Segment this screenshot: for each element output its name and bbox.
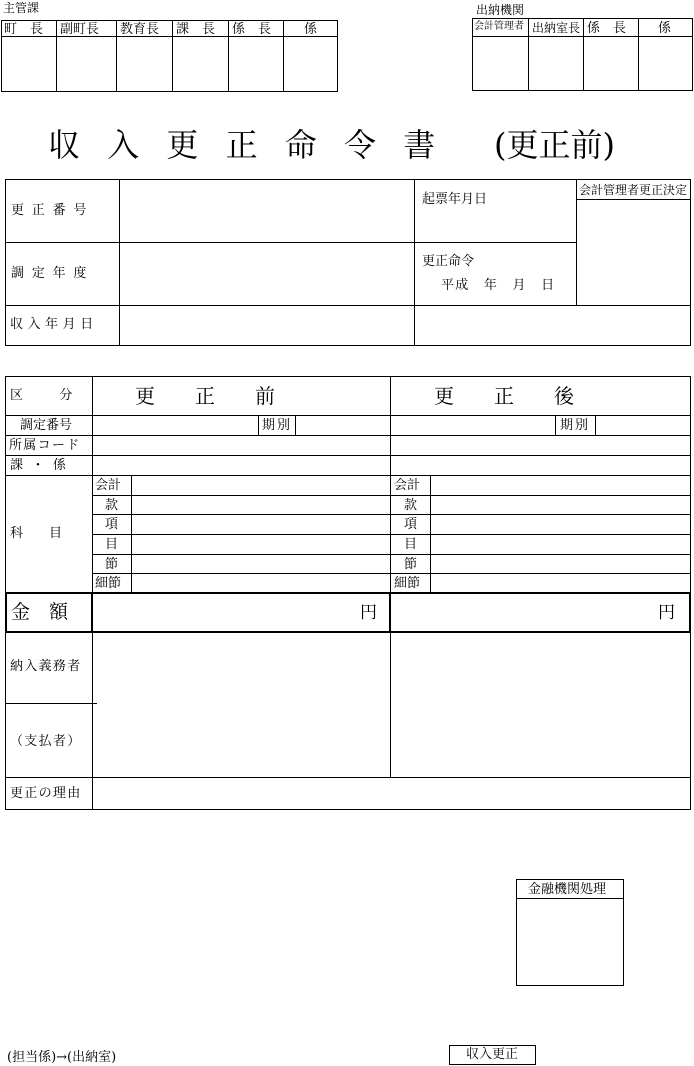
subject-kan-after: 款 (404, 498, 418, 513)
payer-before-field[interactable] (93, 634, 389, 776)
treasury-header-suitoshitsucho: 出納室長 (532, 21, 581, 35)
subject-setsu-after: 節 (404, 557, 418, 572)
payee-label: （支払者） (10, 734, 82, 749)
correction-order-date: 平成 年 月 日 (441, 278, 556, 293)
receipt-date-field[interactable] (120, 306, 413, 345)
subject-kaikei-after: 会計 (394, 478, 421, 493)
amount-label: 金 額 (11, 601, 69, 623)
update-number-label: 更正番号 (11, 203, 95, 218)
payer-after-field[interactable] (391, 634, 690, 776)
approval-header-kakari: 係 (304, 22, 318, 37)
receipt-date-label: 収入年月日 (10, 317, 98, 332)
section-label: 課・係 (10, 458, 75, 473)
amount-after-field[interactable] (392, 594, 652, 631)
approval-header-kakaricho: 係 長 (232, 22, 272, 37)
approval-header-kacho: 課 長 (176, 22, 216, 37)
routing-note: (担当係)→(出納室) (7, 1050, 117, 1065)
reason-label: 更正の理由 (10, 786, 82, 801)
treasury-header-kakaricho: 係 長 (587, 21, 627, 36)
update-number-field[interactable] (120, 180, 413, 241)
fiscal-year-field[interactable] (120, 243, 413, 304)
treasury-header-kakari: 係 (658, 21, 672, 36)
reason-field[interactable] (93, 778, 690, 809)
treasurer-decision-label: 会計管理者更正決定 (579, 183, 688, 197)
amount-before-field[interactable] (94, 594, 354, 631)
draft-date-label: 起票年月日 (422, 192, 488, 207)
subject-moku-before: 目 (105, 537, 119, 552)
correction-order-label: 更正命令 (422, 254, 475, 269)
yen-before: 円 (360, 603, 377, 623)
treasury-section-title: 出納機関 (476, 3, 525, 17)
subject-kan-before: 款 (105, 498, 119, 513)
subject-kaikei-before: 会計 (95, 478, 122, 493)
treasury-header-kaikei: 会計管理者 (474, 21, 524, 32)
payer-label: 納入義務者 (10, 659, 82, 674)
approval-header-kyoikucho: 教育長 (120, 22, 160, 37)
chotei-number-label: 調定番号 (20, 418, 73, 433)
yen-after: 円 (658, 603, 675, 623)
subject-moku-after: 目 (404, 537, 418, 552)
subject-ko-after: 項 (404, 517, 418, 532)
form-type-label: 収入更正 (466, 1047, 519, 1062)
page-title-suffix: (更正前) (494, 126, 615, 164)
bank-processing-label: 金融機関処理 (528, 882, 607, 897)
subject-ko-before: 項 (105, 517, 119, 532)
page-title: 収入更正命令書 (48, 126, 463, 164)
kamoku-label: 科 目 (10, 526, 63, 541)
kubun-label: 区 分 (10, 388, 85, 403)
before-correction-header: 更 正 前 (135, 384, 275, 408)
after-correction-header: 更 正 後 (434, 384, 574, 408)
approval-header-chocho: 町 長 (4, 22, 44, 37)
subject-saisetsu-after: 細節 (394, 576, 421, 591)
approval-table-left (1, 20, 338, 92)
kibetsu-label-after: 期別 (560, 418, 590, 433)
subject-saisetsu-before: 細節 (95, 576, 122, 591)
subject-setsu-before: 節 (105, 557, 119, 572)
approval-section-title: 主管課 (3, 1, 40, 15)
fiscal-year-label: 調定年度 (11, 266, 95, 281)
approval-header-fukuchocho: 副町長 (60, 22, 100, 37)
kibetsu-label-before: 期別 (262, 418, 292, 433)
department-code-label: 所属コード (9, 438, 81, 453)
